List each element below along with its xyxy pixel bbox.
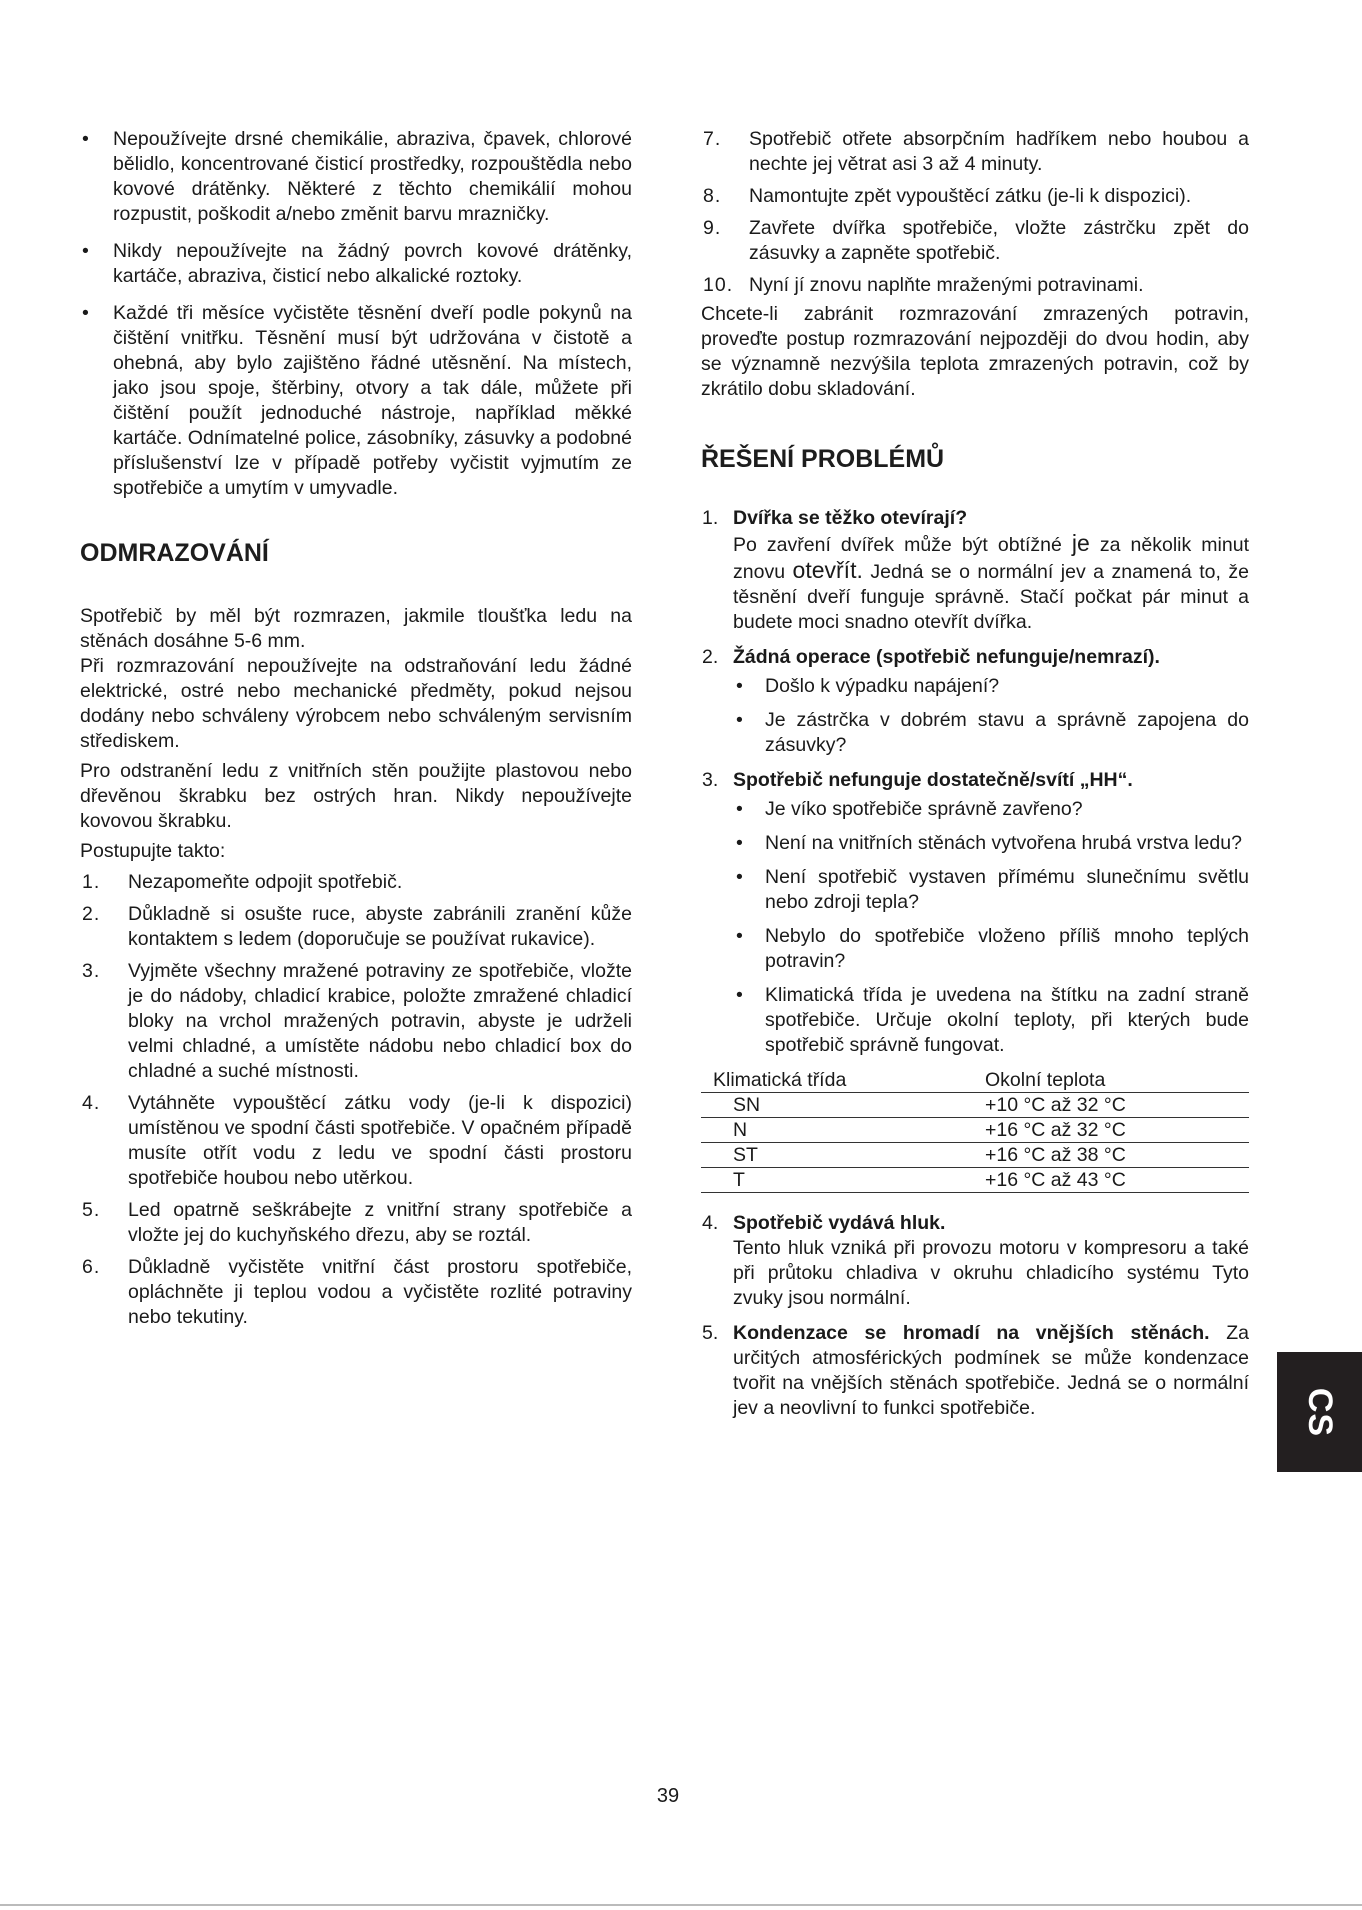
step-text: Namontujte zpět vypouštěcí zátku (je-li k dispozici).: [749, 185, 1192, 207]
step-text: Nyní jí znovu naplňte mraženými potravinami.: [749, 274, 1144, 296]
language-code: CS: [1300, 1387, 1339, 1437]
step-text: Nezapomeňte odpojit spotřebič.: [128, 871, 403, 893]
defrost-step: [80, 902, 632, 952]
table-row: [701, 1168, 1249, 1193]
defrost-paragraph-4: Postupujte takto:: [80, 840, 226, 862]
defrost-final-note: Chcete-li zabránit rozmrazování zmrazených potravin, proveďte postup rozmrazování nejpozději do dvou hodin, aby se významně nezvýšila teplota zmrazených potravin, což by zkrátilo dobu skladování.: [701, 303, 1249, 400]
table-cell: +10 °C až 32 °C: [985, 1093, 1249, 1118]
problem-number: 4.: [702, 1212, 719, 1234]
table-cell: T: [701, 1168, 985, 1193]
problem-4: [701, 1211, 1249, 1311]
problem-check: • Je víko spotřebiče správně zavřeno?: [733, 797, 1249, 822]
defrosting-heading: ODMRAZOVÁNÍ: [80, 539, 269, 567]
step-number: 1.: [82, 871, 101, 893]
defrost-paragraph-2: Při rozmrazování nepoužívejte na odstraňování ledu žádné elektrické, ostré nebo mechanické předměty, pokud nejsou dodány nebo schváleny výrobcem nebo schváleným servisním střediskem.: [80, 655, 632, 752]
step-number: 2.: [82, 903, 101, 925]
problem-check: • Není na vnitřních stěnách vytvořena hrubá vrstva ledu?: [733, 831, 1249, 856]
problem-body: [733, 531, 1249, 635]
step-number: 10.: [703, 274, 734, 296]
table-cell: ST: [701, 1143, 985, 1168]
step-text: Vyjměte všechny mražené potraviny ze spotřebiče, vložte je do nádoby, chladicí krabice, položte zmražené chladicí bloky na vrchol mražených potravin, abyste je udrželi velmi chladné, a umístěte nádobu nebo chladicí box do chladné a suché místnosti.: [128, 960, 632, 1082]
step-number: 5.: [82, 1199, 101, 1221]
defrost-step: [80, 870, 632, 895]
problem-body-part: Po zavření dvířek může být obtížné: [733, 534, 1062, 556]
step-number: 4.: [82, 1092, 101, 1114]
table-cell: SN: [701, 1093, 985, 1118]
defrost-step: [701, 273, 1249, 298]
step-number: 8.: [703, 185, 722, 207]
problem-check: • Došlo k výpadku napájení?: [733, 674, 1249, 699]
step-number: 6.: [82, 1256, 101, 1278]
problem-title: Dvířka se těžko otevírají?: [733, 507, 968, 529]
problem-number: 1.: [702, 507, 719, 529]
problem-body: Tento hluk vzniká při provozu motoru v kompresoru a také při průtoku chladiva v okruhu chladicího systému Tyto zvuky jsou normální.: [733, 1237, 1249, 1309]
problem-body-text: Za určitých atmosférických podmínek se může kondenzace tvořit na vnějších stěnách spotřebiče. Jedná se o normální jev a neovlivní to funkci spotřebiče.: [733, 1322, 1250, 1419]
problem-check: • Nebylo do spotřebiče vloženo příliš mnoho teplých potravin?: [733, 924, 1249, 974]
problem-5: [701, 1321, 1249, 1421]
step-number: 9.: [703, 217, 722, 239]
step-text: Led opatrně seškrábejte z vnitřní strany spotřebiče a vložte jej do kuchyňského dřezu, aby se roztál.: [128, 1199, 632, 1246]
defrost-step: [80, 1198, 632, 1248]
problem-title: Kondenzace se hromadí na vnějších stěnách.: [733, 1322, 1210, 1344]
table-row: [701, 1118, 1249, 1143]
defrost-step: [80, 1091, 632, 1191]
defrost-step: [80, 959, 632, 1084]
table-cell: N: [701, 1118, 985, 1143]
table-cell: +16 °C až 38 °C: [985, 1143, 1249, 1168]
problem-check: • Není spotřebič vystaven přímému slunečnímu světlu nebo zdroji tepla?: [733, 865, 1249, 915]
cleaning-warning-2: • Nikdy nepoužívejte na žádný povrch kovové drátěnky, kartáče, abraziva, čisticí nebo alkalické roztoky.: [80, 239, 632, 289]
step-text: Důkladně vyčistěte vnitřní část prostoru spotřebiče, opláchněte ji teplou vodou a vyčistěte rozlité potraviny nebo tekutiny.: [128, 1256, 632, 1328]
step-number: 3.: [82, 960, 101, 982]
page-number: 39: [656, 1785, 680, 1807]
problem-body: [733, 1321, 1249, 1421]
table-header: Klimatická třída: [713, 1069, 847, 1091]
right-column: [701, 127, 1249, 1431]
defrost-step: [701, 127, 1249, 177]
step-text: Vytáhněte vypouštěcí zátku vody (je-li k dispozici) umístěnou ve spodní části spotřebiče. V opačném případě musíte otřít vodu z ledu ve spodní části prostoru spotřebiče houbou nebo utěrkou.: [128, 1092, 632, 1189]
problem-title: Žádná operace (spotřebič nefunguje/nemrazí).: [733, 646, 1160, 668]
defrost-paragraph-3: Pro odstranění ledu z vnitřních stěn použijte plastovou nebo dřevěnou škrabku bez ostrých hran. Nikdy nepoužívejte kovovou škrabku.: [80, 760, 632, 832]
page-bottom-divider: [0, 1904, 1362, 1906]
step-text: Zavřete dvířka spotřebiče, vložte zástrčku zpět do zásuvky a zapněte spotřebič.: [749, 217, 1249, 264]
troubleshooting-heading: ŘEŠENÍ PROBLÉMŮ: [701, 445, 945, 473]
cleaning-warning-1: • Nepoužívejte drsné chemikálie, abraziva, čpavek, chlorové bělidlo, koncentrované čisticí prostředky, rozpouštědla nebo kovové drátěnky. Některé z těchto chemikálií mohou rozpustit, poškodit a/nebo změnit barvu mrazničky.: [80, 127, 632, 227]
problem-title: Spotřebič nefunguje dostatečně/svítí „HH“.: [733, 769, 1133, 791]
table-header-row: [701, 1068, 1249, 1093]
problem-body-part: otevřít.: [792, 557, 863, 583]
problem-check: • Klimatická třída je uvedena na štítku na zadní straně spotřebiče. Určuje okolní teploty, při kterých bude spotřebič správně fungovat.: [733, 983, 1249, 1058]
problem-number: 5.: [702, 1322, 719, 1344]
table-row: [701, 1093, 1249, 1118]
problem-3: [701, 768, 1249, 1058]
defrost-paragraph-1: Spotřebič by měl být rozmrazen, jakmile tloušťka ledu na stěnách dosáhne 5-6 mm.: [80, 605, 632, 652]
language-tab: [1277, 1352, 1362, 1472]
problem-body-part: Jedná se o normální jev a znamená to, že těsnění dveří funguje správně. Stačí počkat pár minut a budete moci snadno otevřít dvířka.: [733, 561, 1250, 633]
problem-body-part: za několik minut znovu: [733, 534, 1249, 583]
defrost-step: [701, 216, 1249, 266]
problem-body-part: je: [1071, 530, 1090, 556]
table-header: Okolní teplota: [985, 1069, 1106, 1091]
problem-check: • Je zástrčka v dobrém stavu a správně zapojena do zásuvky?: [733, 708, 1249, 758]
step-text: Spotřebič otřete absorpčním hadříkem nebo houbou a nechte jej větrat asi 3 až 4 minuty.: [749, 128, 1249, 175]
table-row: [701, 1143, 1249, 1168]
table-cell: +16 °C až 43 °C: [985, 1168, 1249, 1193]
problem-title: Spotřebič vydává hluk.: [733, 1212, 946, 1234]
step-number: 7.: [703, 128, 722, 150]
problem-2: [701, 645, 1249, 758]
climate-class-table: [701, 1068, 1249, 1193]
defrost-step: [701, 184, 1249, 209]
defrost-step: [80, 1255, 632, 1330]
cleaning-warning-3: • Každé tři měsíce vyčistěte těsnění dveří podle pokynů na čištění vnitřku. Těsnění musí být udržována v čistotě a ohebná, aby bylo zajištěno řádné utěsnění. Na místech, jako jsou spoje, štěrbiny, otvory a tak dále, můžete při čištění použít jednoduché nástroje, například měkké kartáče. Odnímatelné police, zásobníky, zásuvky a podobné příslušenství lze v případě potřeby vyčistit vyjmutím ze spotřebiče a umytím v umyvadle.: [80, 301, 632, 501]
step-text: Důkladně si osušte ruce, abyste zabránili zranění kůže kontaktem s ledem (doporučuje se používat rukavice).: [128, 903, 632, 950]
problem-1: [701, 506, 1249, 635]
left-column: [80, 127, 632, 1337]
problem-number: 3.: [702, 769, 719, 791]
table-cell: +16 °C až 32 °C: [985, 1118, 1249, 1143]
problem-number: 2.: [702, 646, 719, 668]
